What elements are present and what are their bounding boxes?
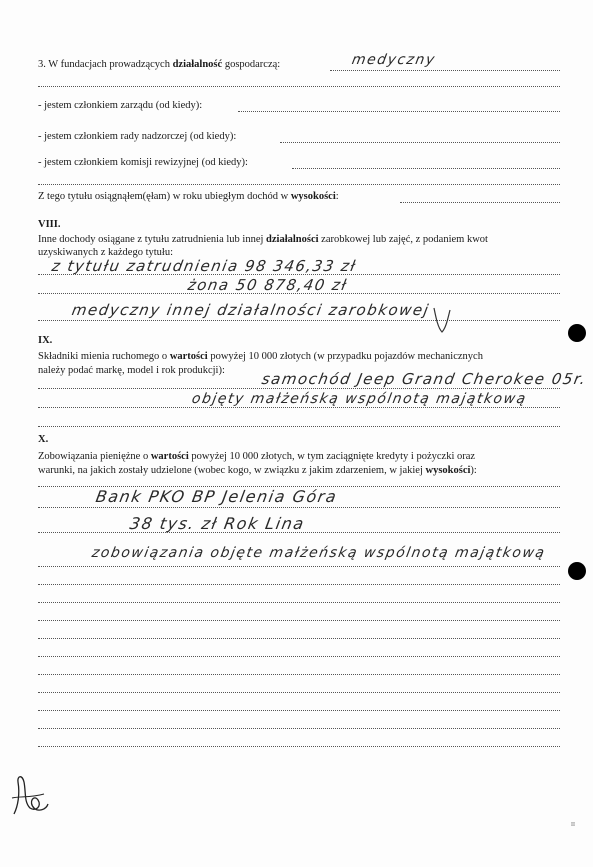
handwritten-entry: Bank PKO BP Jelenia Góra	[94, 487, 339, 506]
dotted-line	[38, 532, 560, 533]
dotted-line	[38, 710, 560, 711]
handwritten-entry: samochód Jeep Grand Cherokee 05r.	[260, 370, 589, 388]
board-member-label: - jestem członkiem zarządu (od kiedy):	[38, 100, 203, 111]
handwritten-entry: zobowiązania objęte małżeńską wspólnotą majątkową	[90, 545, 547, 561]
dotted-line	[38, 293, 560, 294]
dotted-line	[38, 320, 560, 321]
section-10-title: X.	[38, 434, 49, 445]
section-8-text: Inne dochody osiągane z tytułu zatrudnienia lub innej działalności zarobkowej lub zajęć, z podaniem kwot	[38, 234, 488, 245]
dotted-line	[238, 111, 560, 112]
handwritten-entry: medyczny	[350, 52, 438, 68]
dotted-line	[38, 184, 560, 185]
dotted-line	[38, 407, 560, 408]
dotted-line	[38, 86, 560, 87]
page-number: II	[571, 822, 575, 828]
dotted-line	[38, 638, 560, 639]
dotted-line	[38, 692, 560, 693]
section-9-title: IX.	[38, 335, 53, 346]
section-9-text: Składniki mienia ruchomego o wartości powyżej 10 000 złotych (w przypadku pojazdów mechanicznych	[38, 351, 483, 362]
dotted-line	[38, 674, 560, 675]
signature-mark	[8, 768, 52, 820]
section-8-title: VIII.	[38, 219, 61, 230]
dotted-line	[292, 168, 560, 169]
handwritten-entry: medyczny innej działalności zarobkowej	[70, 301, 432, 319]
audit-committee-label: - jestem członkiem komisji rewizyjnej (od kiedy):	[38, 157, 248, 168]
dotted-line	[38, 584, 560, 585]
handwritten-entry: z tytułu zatrudnienia 98 346,33 zł	[50, 257, 358, 275]
handwritten-mark	[430, 306, 454, 336]
dotted-line	[38, 507, 560, 508]
dotted-line	[38, 566, 560, 567]
dotted-line	[38, 274, 560, 275]
handwritten-entry: objęty małżeńską wspólnotą majątkową	[190, 391, 529, 407]
handwritten-entry: żona 50 878,40 zł	[186, 276, 349, 294]
binder-hole	[568, 562, 586, 580]
dotted-line	[38, 656, 560, 657]
income-label: Z tego tytułu osiągnąłem(ęłam) w roku ubiegłym dochód w wysokości:	[38, 191, 339, 202]
dotted-line	[38, 426, 560, 427]
section-8-text-2: uzyskiwanych z każdego tytułu:	[38, 247, 174, 258]
dotted-line	[38, 746, 560, 747]
section-9-text-2: należy podać markę, model i rok produkcji):	[38, 365, 225, 376]
binder-hole	[568, 324, 586, 342]
dotted-line	[280, 142, 560, 143]
dotted-line	[38, 602, 560, 603]
section-3-heading: 3. W fundacjach prowadzących działalność gospodarczą:	[38, 59, 281, 70]
dotted-line	[38, 728, 560, 729]
handwritten-entry: 38 tys. zł Rok Lina	[128, 514, 307, 533]
section-10-text-2: warunki, na jakich zostały udzielone (wobec kogo, w związku z jakim zdarzeniem, w jakiej wysokości):	[38, 465, 477, 476]
section-10-text: Zobowiązania pieniężne o wartości powyżej 10 000 złotych, w tym zaciągnięte kredyty i pożyczki oraz	[38, 451, 476, 462]
dotted-line	[400, 202, 560, 203]
dotted-line	[330, 70, 560, 71]
dotted-line	[38, 620, 560, 621]
dotted-line	[38, 388, 560, 389]
supervisory-board-label: - jestem członkiem rady nadzorczej (od kiedy):	[38, 131, 237, 142]
